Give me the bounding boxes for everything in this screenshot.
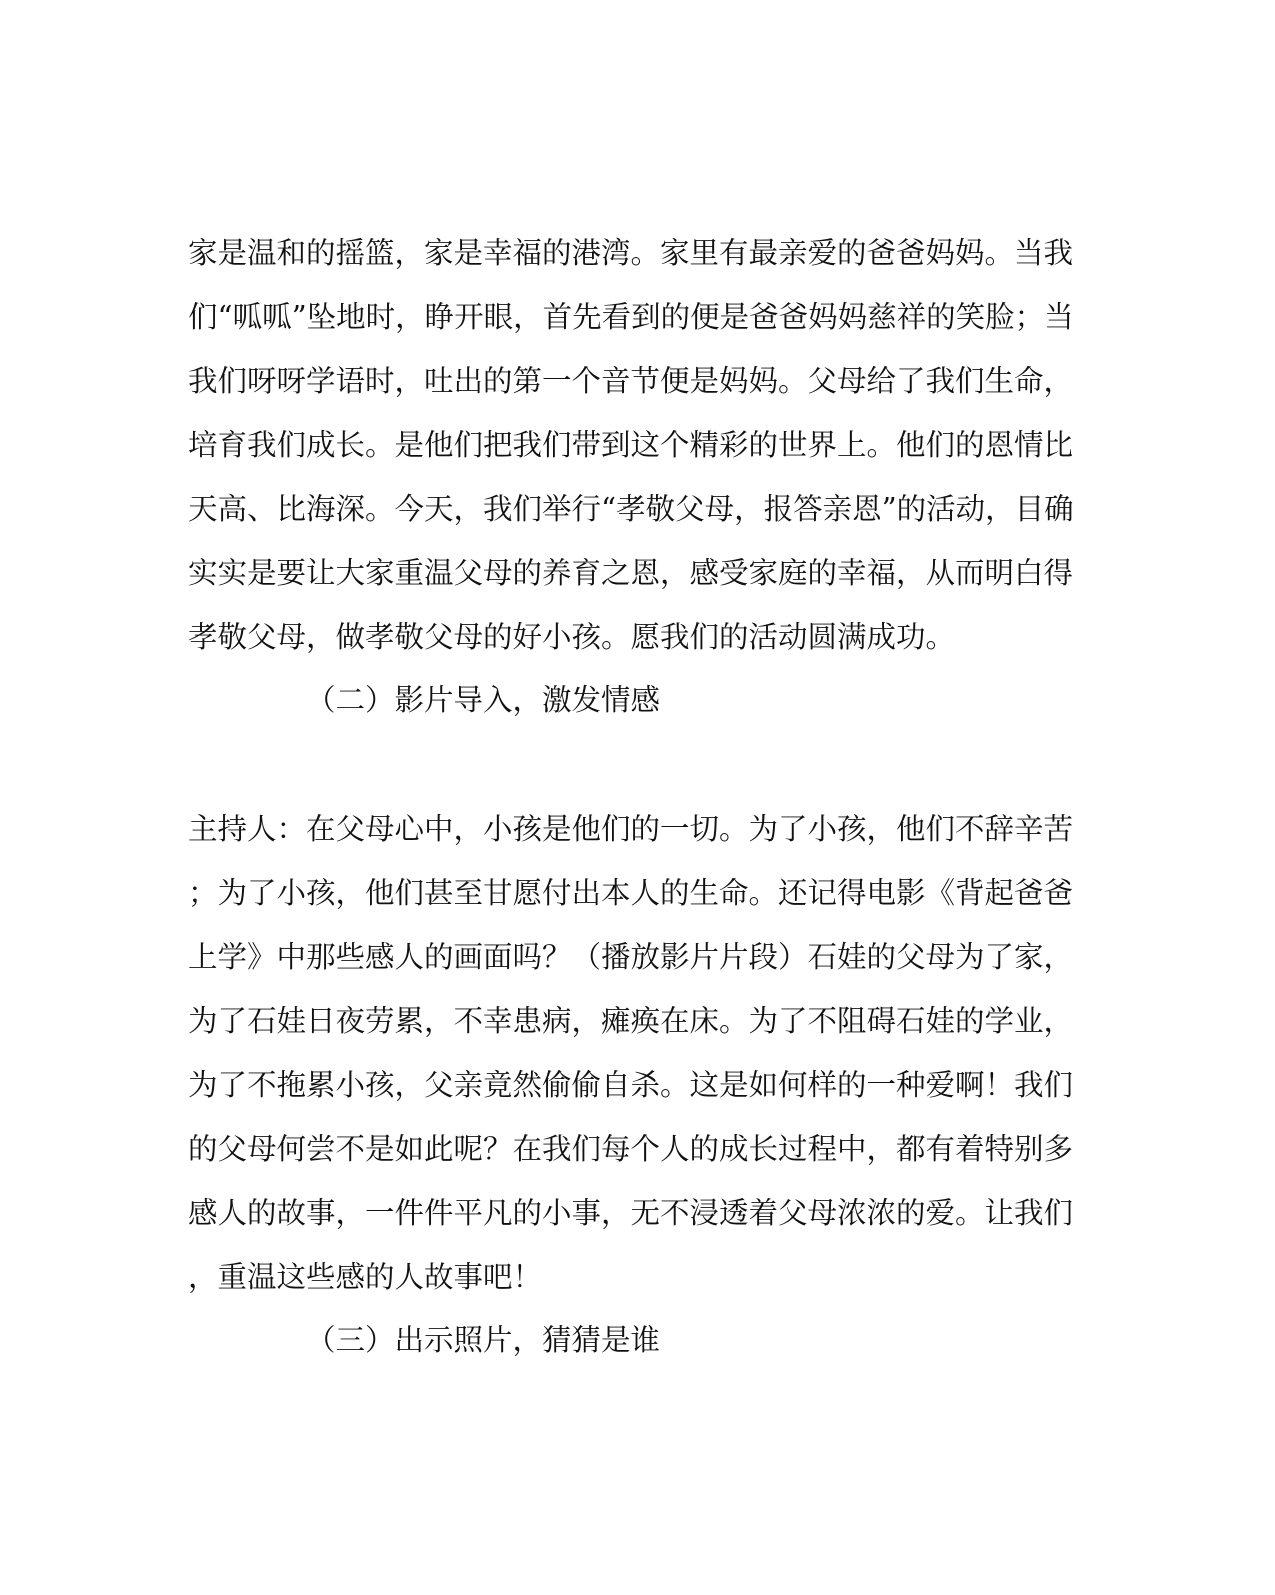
paragraph-1-line: 孝敬父母，做孝敬父母的好小孩。愿我们的活动圆满成功。: [188, 620, 956, 654]
section-heading-3: （三）出示照片，猜猜是谁: [306, 1323, 661, 1357]
paragraph-2-line: 上学》中那些感人的画面吗？（播放影片片段）石娃的父母为了家，: [188, 940, 1074, 974]
section-heading-2: （二）影片导入，激发情感: [306, 683, 661, 717]
paragraph-2-line: ；为了小孩，他们甚至甘愿付出本人的生命。还记得电影《背起爸爸: [188, 876, 1074, 910]
paragraph-1-line: 我们呀呀学语时，吐出的第一个音节便是妈妈。父母给了我们生命，: [188, 364, 1074, 398]
paragraph-2-line: 感人的故事，一件件平凡的小事，无不浸透着父母浓浓的爱。让我们: [188, 1196, 1074, 1230]
paragraph-2-line: 为了不拖累小孩，父亲竟然偷偷自杀。这是如何样的一种爱啊！我们: [188, 1068, 1074, 1102]
paragraph-1-line: 家是温和的摇篮，家是幸福的港湾。家里有最亲爱的爸爸妈妈。当我: [188, 236, 1074, 270]
paragraph-2-line: 主持人：在父母心中，小孩是他们的一切。为了小孩，他们不辞辛苦: [188, 812, 1074, 846]
paragraph-1-line: 培育我们成长。是他们把我们带到这个精彩的世界上。他们的恩情比: [188, 428, 1074, 462]
paragraph-1-line: 们“呱呱”坠地时，睁开眼，首先看到的便是爸爸妈妈慈祥的笑脸；当: [188, 300, 1074, 334]
paragraph-2-line: 的父母何尝不是如此呢？在我们每个人的成长过程中，都有着特别多: [188, 1132, 1074, 1166]
paragraph-2-line: ，重温这些感的人故事吧！: [188, 1260, 543, 1294]
paragraph-1-line: 天高、比海深。今天，我们举行“孝敬父母，报答亲恩”的活动，目确: [188, 492, 1074, 526]
paragraph-2-line: 为了石娃日夜劳累，不幸患病，瘫痪在床。为了不阻碍石娃的学业，: [188, 1004, 1074, 1038]
paragraph-1-line: 实实是要让大家重温父母的养育之恩，感受家庭的幸福，从而明白得: [188, 556, 1074, 590]
